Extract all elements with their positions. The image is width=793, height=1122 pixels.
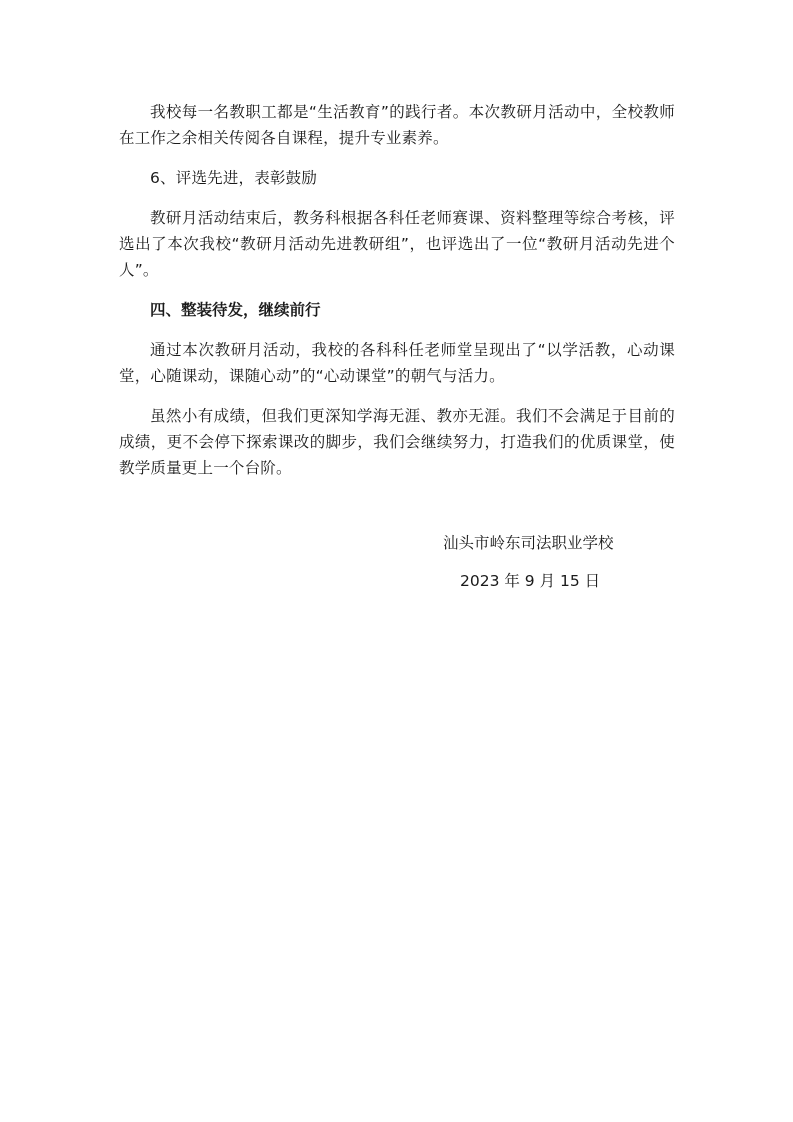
subheading-selection-awards: 6、评选先进，表彰鼓励 — [150, 169, 318, 187]
paragraph-heart-classroom: 通过本次教研月活动，我校的各科科任老师堂呈现出了“以学活教，心动课堂，心随课动，课随心动”的“心动课堂”的朝气与活力。 — [119, 341, 675, 385]
section-heading-moving-forward: 四、整装待发，继续前行 — [150, 301, 321, 319]
paragraph-award-results: 教研月活动结束后，教务科根据各科任老师赛课、资料整理等综合考核，评选出了本次我校“教研月活动先进教研组”，也评选出了一位“教研月活动先进个人”。 — [119, 209, 675, 279]
paragraph-staff-practice: 我校每一名教职工都是“生活教育”的践行者。本次教研月活动中，全校教师在工作之余相关传阅各自课程，提升专业素养。 — [119, 103, 675, 147]
document-body — [119, 99, 675, 495]
signature-organization: 汕头市岭东司法职业学校 — [443, 534, 614, 552]
signature-date: 2023 年 9 月 15 日 — [460, 572, 601, 590]
paragraph-conclusion: 虽然小有成绩，但我们更深知学海无涯、教亦无涯。我们不会满足于目前的成绩，更不会停下探索课改的脚步，我们会继续努力，打造我们的优质课堂，使教学质量更上一个台阶。 — [119, 407, 675, 477]
